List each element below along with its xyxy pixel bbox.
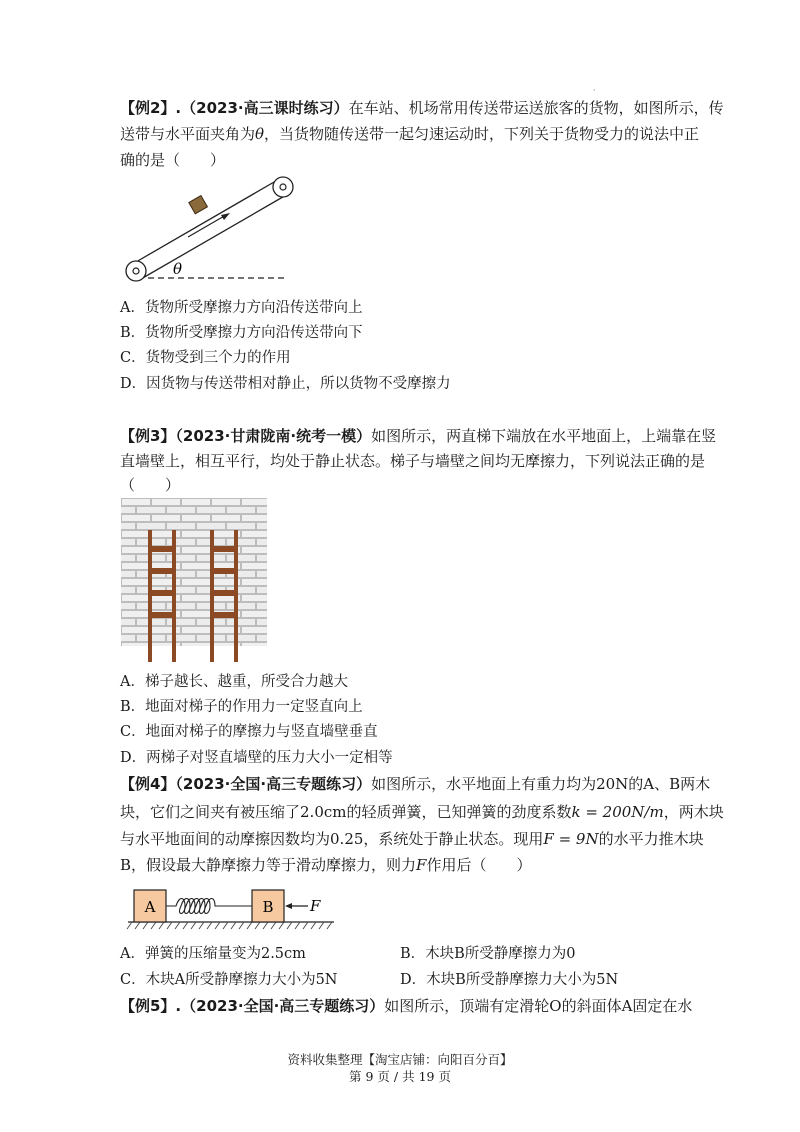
ex4-text4b: 作用后（ ） (426, 856, 532, 874)
ex3-line3: （ ） (120, 476, 181, 494)
ex3-line2: 直墙壁上，相互平行，均处于静止状态。梯子与墙壁之间均无摩擦力，下列说法正确的是 (120, 452, 706, 470)
footer-page-number: 第 9 页 / 共 19 页 (349, 1069, 451, 1084)
ex3-option-a: A．梯子越长、越重，所受合力越大 (120, 674, 348, 690)
stray-dot: · (593, 86, 596, 95)
block-b-label: B (262, 898, 274, 916)
ex4-text3b: 的水平力推木块 (598, 830, 704, 848)
ex3-option-d: D．两梯子对竖直墙壁的压力大小一定相等 (120, 750, 393, 766)
ex4-line4 (120, 855, 531, 875)
spring-blocks-figure (124, 884, 338, 934)
ex3-tag: 【例3】（2023·甘肃陇南·统考一模） (120, 427, 372, 445)
ex4-tag: 【例4】（2023·全国·高三专题练习） (120, 775, 372, 793)
ground-hatching (127, 922, 332, 929)
ex2-line2 (120, 124, 699, 144)
ex5-text1: 如图所示，顶端有定滑轮O的斜面体A固定在水 (384, 997, 693, 1015)
ex2-text2a: 送带与水平面夹角为 (120, 125, 256, 143)
ex4-line2 (120, 802, 724, 822)
theta-label: θ (173, 260, 183, 278)
ex3-text1: 如图所示，两直梯下端放在水平地面上，上端靠在竖 (371, 427, 717, 445)
ex4-k-equation: k = 200N/m (571, 803, 664, 821)
ex2-option-b: B．货物所受摩擦力方向沿传送带向下 (120, 325, 363, 341)
cargo-box (189, 196, 208, 214)
ex2-tag: 【例2】.（2023·高三课时练习） (120, 99, 349, 117)
ex3-option-b: B．地面对梯子的作用力一定竖直向上 (120, 699, 363, 715)
ex3-option-c: C．地面对梯子的摩擦力与竖直墙壁垂直 (120, 724, 378, 740)
ex4-text2b: ，两木块 (663, 803, 724, 821)
ex4-text3a: 与水平地面间的动摩擦因数均为0.25，系统处于静止状态。现用 (120, 830, 544, 848)
brick-wall (121, 498, 267, 646)
conveyor-belt-figure (118, 172, 294, 282)
spring (166, 899, 252, 914)
ex2-line3: 确的是（ ） (120, 151, 226, 169)
footer-source: 资料收集整理【淘宝店铺：向阳百分百】 (287, 1052, 513, 1067)
ex4-option-b: B．木块B所受静摩擦力为0 (400, 946, 576, 962)
ex2-text1: 在车站、机场常用传送带运送旅客的货物，如图所示，传 (348, 99, 724, 117)
ex3-line1 (120, 426, 716, 446)
ex5-line1 (120, 996, 692, 1016)
ex4-force-symbol: F (416, 856, 427, 874)
force-label: F (310, 897, 321, 915)
ex4-f-equation: F = 9N (543, 830, 599, 848)
ex4-option-c: C．木块A所受静摩擦力大小为5N (120, 972, 338, 988)
ex5-tag: 【例5】.（2023·全国·高三专题练习） (120, 997, 385, 1015)
block-a-label: A (144, 898, 156, 916)
ex2-line1 (120, 98, 724, 118)
ex4-text1: 如图所示，水平地面上有重力均为20N的A、B两木 (371, 775, 711, 793)
ex4-option-a: A．弹簧的压缩量变为2.5cm (120, 946, 306, 962)
ladders-figure (121, 498, 267, 662)
ex2-option-a: A．货物所受摩擦力方向沿传送带向上 (120, 300, 363, 316)
ex4-option-d: D．木块B所受静摩擦力大小为5N (400, 972, 619, 988)
ex2-text2b: ，当货物随传送带一起匀速运动时，下列关于货物受力的说法中正 (264, 125, 700, 143)
ex4-text2a: 块，它们之间夹有被压缩了2.0cm的轻质弹簧，已知弹簧的劲度系数 (120, 803, 572, 821)
ex2-option-c: C．货物受到三个力的作用 (120, 350, 291, 366)
ex2-theta: θ (255, 125, 265, 143)
ex4-text4a: B，假设最大静摩擦力等于滑动摩擦力，则力 (120, 856, 417, 874)
ex4-line1 (120, 774, 710, 794)
ex2-option-d: D．因货物与传送带相对静止，所以货物不受摩擦力 (120, 376, 451, 392)
ex4-line3 (120, 829, 704, 849)
